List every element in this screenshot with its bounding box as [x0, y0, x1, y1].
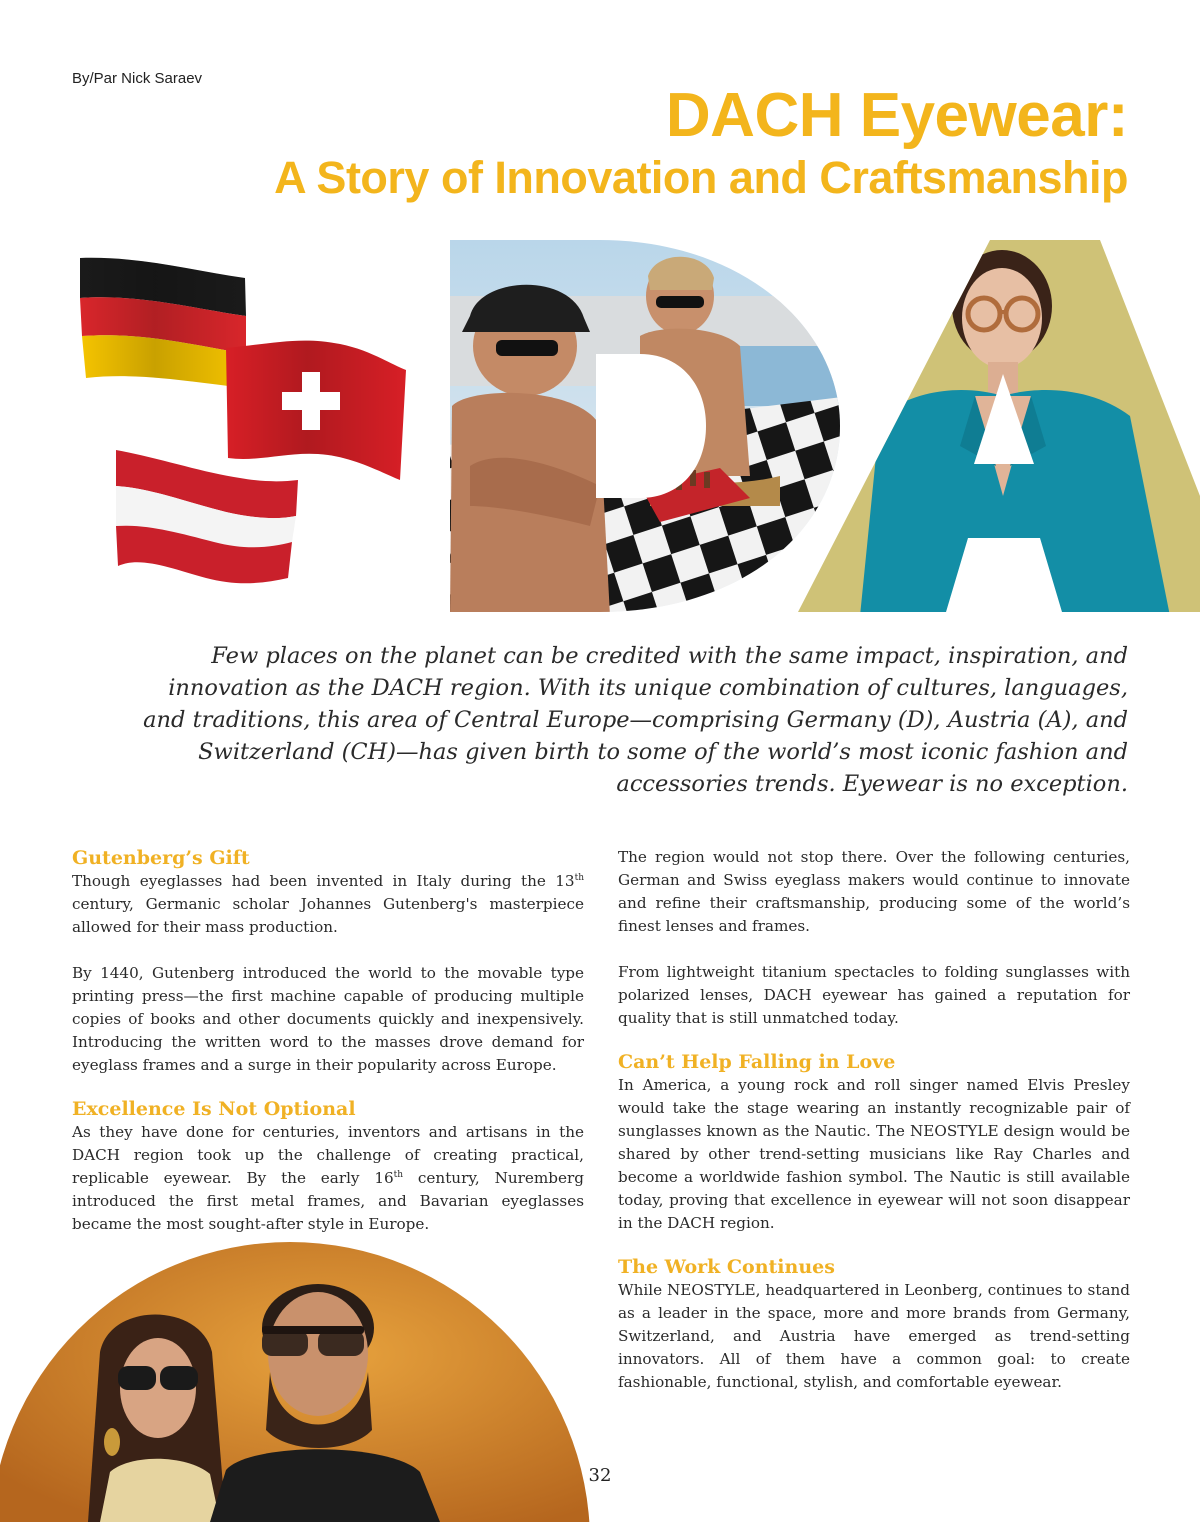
- right-column: [618, 846, 1130, 1417]
- region-paragraph-2: From lightweight titanium spectacles to folding sunglasses with polarized lenses, DACH eyewear has gained a reputation for quality that is still unmatched today.: [618, 963, 1130, 1027]
- title-line-1: DACH Eyewear:: [665, 81, 1128, 150]
- page-number: 32: [588, 1465, 612, 1486]
- hero-illustration: [0, 236, 1200, 616]
- region-paragraph-1: The region would not stop there. Over the following centuries, German and Swiss eyeglass makers would continue to innovate and refine their craftsmanship, producing some of the world’s finest lenses and frames.: [618, 848, 1130, 935]
- section-heading-gutenberg: Gutenberg’s Gift: [72, 847, 250, 869]
- title-line-2: A Story of Innovation and Craftsmanship: [274, 152, 1128, 203]
- gutenberg-paragraph-1: Though eyeglasses had been invented in Italy during the 13th century, Germanic scholar Johannes Gutenberg's masterpiece allowed for their mass production.: [72, 872, 584, 936]
- work-paragraph-1: While NEOSTYLE, headquartered in Leonberg, continues to stand as a leader in the space, more and more brands from Germany, Switzerland, and Austria have emerged as trend-setting innovators. All of them have a common goal: to create fashionable, functional, stylish, and comfortable eyewear.: [618, 1281, 1130, 1391]
- intro-paragraph: Few places on the planet can be credited with the same impact, inspiration, and innovation as the DACH region. With its unique combination of cultures, languages, and traditions, this area of Central Europe—comprising Germany (D), Austria (A), and Switzerland (CH)—has given birth to some of the world’s most iconic fashion and accessories trends. Eyewear is no exception.: [143, 643, 1128, 797]
- switzerland-flag-icon: [226, 341, 406, 480]
- austria-flag-icon: [116, 450, 298, 583]
- section-heading-work: The Work Continues: [618, 1256, 835, 1278]
- germany-flag-icon: [80, 258, 246, 388]
- section-heading-excellence: Excellence Is Not Optional: [72, 1098, 356, 1120]
- section-heading-love: Can’t Help Falling in Love: [618, 1051, 896, 1073]
- gutenberg-paragraph-2: By 1440, Gutenberg introduced the world to the movable type printing press—the first machine capable of producing multiple copies of books and other documents quickly and inexpensively. Introducing the written word to the masses drove demand for eyeglass frames and a surge in their popularity across Europe.: [72, 964, 584, 1074]
- left-column: [72, 846, 584, 1259]
- love-paragraph-1: In America, a young rock and roll singer named Elvis Presley would take the stage wearing an instantly recognizable pair of sunglasses known as the Nautic. The NEOSTYLE design would be shared by other trend-setting musicians like Ray Charles and become a worldwide fashion symbol. The Nautic is still available today, proving that excellence in eyewear will not soon disappear in the DACH region.: [618, 1076, 1130, 1232]
- excellence-paragraph-1: As they have done for centuries, inventors and artisans in the DACH region took up the challenge of creating practical, replicable eyewear. By the early 16th century, Nuremberg introduced the first metal frames, and Bavarian eyeglasses became the most sought-after style in Europe.: [72, 1123, 584, 1233]
- byline: By/Par Nick Saraev: [72, 70, 203, 87]
